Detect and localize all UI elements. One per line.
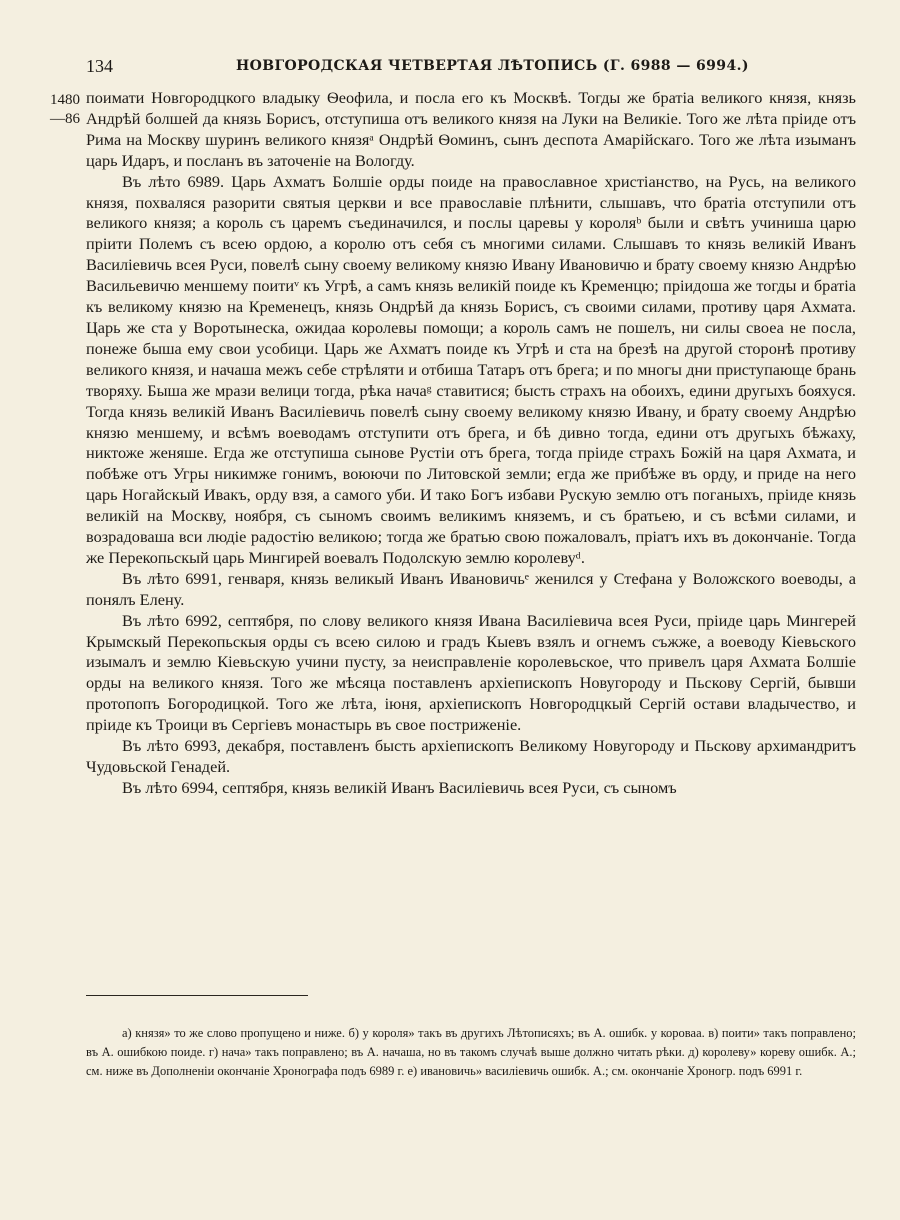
chronicle-paragraph: Въ лѣто 6993, декабря, поставленъ бысть архіепископъ Великому Новугороду и Пьскову архимандритъ Чудовьской Генадей. (86, 736, 856, 776)
footnote-text: а) князя» то же слово пропущено и ниже. б) у короля» такъ въ другихъ Лѣтописяхъ; въ А. ошибк. у короваа. в) поити» такъ поправлено; въ А. ошибкою поиде. г) нача» такъ поправлено; въ А. начаша, но въ такомъ случаѣ выше должно читать рѣки. д) королеву» кореву ошибк. А.; см. ниже въ Дополненіи окончаніе Хронографа подъ 6989 г. е) ивановичь» василіевичь ошибк. А.; см. окончаніе Хроногр. подъ 6991 г. (86, 1026, 856, 1078)
chronicle-paragraph: Въ лѣто 6989. Царь Ахматъ Болшіе орды поиде на православное христіанство, на Русь, на великого князя, похваляся разорити святыя церкви и все православіе плѣнити, слышавъ, что братіа отступили отъ великого князя; а король съ царемъ съединачился, и послы царевы у короляᵇ были и свѣтъ учиниша царю пріити Полемъ съ всею ордою, а королю отъ себя съ многими силами. Слышавъ то князь великій Иванъ Василіевичь всея Руси, повелѣ сыну своему великому князю Ивану Ивановичю и брату своему князю Андрѣю Васильевичю меншему поитиᵛ къ Угрѣ, а самъ князь великій поиде къ Кременцю; пріидоша же тогды и братіа къ великому князю на Кременецъ, князь Ондрѣй да князь Борисъ, съ своими силами, противу царя Ахмата. Царь же ста у Воротынеска, ожидаа королевы помощи; а король самъ не пошелъ, ни силы своеа не посла, понеже быша ему свои усобици. Царь же Ахматъ поиде къ Угрѣ и ста на брезѣ на другой сторонѣ противу великого князя, и начаша межъ себе стрѣляти и отбиша Татаръ отъ брега; и по многы дни приступающе брань творяху. Быша же мрази велици тогда, рѣка начаᵍ ставитися; бысть страхъ на обоихъ, едини другыхъ бояхуся. Тогда князь великій Иванъ Василіевичь повелѣ сыну своему великому князю Ивану, и брату своему Андрѣю князю меншему, и всѣмъ воеводамъ отступити отъ брега, и бѣ дивно тогда, едини отъ другыхъ бѣжаху, никтоже женяше. Егда же отступиша сынове Рустіи отъ брега, тогда пріиде страхъ Божій на царя Ахмата, и побѣже отъ Угры никимже гонимъ, воюючи по Литовской земли; егда же прибѣже въ орду, и приде на него царь Ногайскый Ивакъ, орду взя, а самого уби. И тако Богъ избави Рускую землю отъ поганыхъ, пріиде князь великій на Москву, ноября, съ сыномъ своимъ великимъ княземъ, и съ братьею, и съ всѣми силами, и возрадоваша вси людіе радостію великою; тогда же братью свою пожаловалъ, пріатъ ихъ въ докончаніе. Тогда же Перекопьскый царь Мингирей воевалъ Подолскую землю королевуᵈ. (86, 171, 856, 567)
page-header (86, 56, 856, 80)
chronicle-paragraph: Въ лѣто 6994, септября, князь великій Иванъ Василіевичь всея Руси, съ сыномъ (122, 777, 677, 797)
page-number: 134 (86, 56, 113, 76)
chronicle-paragraph: Въ лѣто 6992, септября, по слову великого князя Ивана Василіевича всея Руси, пріиде царь Мингерей Крымскый Перекопьскыя орды съ всею силою и градъ Кыевъ взялъ и огнемъ съжже, а воеводу Кіевьского изымалъ и землю Кіевьскую учини пусту, за неисправленіе королевьское, что привелъ царя Ахмата Болшіе орды на великого князя. Того же мѣсяца поставленъ архіепископъ Новугороду и Пьскову Сергій, бывши протопопъ Богородицкой. Того же лѣта, іюня, архіепископъ Новгородцкый Сергій остави владычество, и пріиде къ Троици въ Сергіевъ монастырь въ свое постриженіе. (86, 610, 856, 735)
footnotes (86, 1024, 856, 1081)
chronicle-text (86, 88, 856, 799)
chronicle-paragraph: поимати Новгородцкого владыку Ѳеофила, и посла его къ Москвѣ. Тогды же братіа великого князя, князь Андрѣй болшей да князь Борисъ, отступиша отъ великого князя на Луки на Великіе. Того же лѣта пріиде отъ Рима на Москву шуринъ великого князяᵃ Ондрѣй Ѳоминъ, сынъ деспота Амарійскаго. Того же лѣта изыманъ царь Идаръ, и посланъ въ заточеніе на Вологду. (86, 88, 856, 170)
margin-year-end: —86 (50, 111, 80, 127)
margin-year-range (50, 91, 80, 129)
footnote-separator (86, 995, 308, 996)
chronicle-paragraph: Въ лѣто 6991, генваря, князь великый Иванъ Ивановичьᵉ женился у Стефана у Воложского воеводы, а понялъ Елену. (86, 568, 856, 609)
margin-year-start: 1480 (50, 92, 80, 108)
running-title: НОВГОРОДСКАЯ ЧЕТВЕРТАЯ ЛѢТОПИСЬ (Г. 6988 — 6994.) (236, 58, 749, 74)
